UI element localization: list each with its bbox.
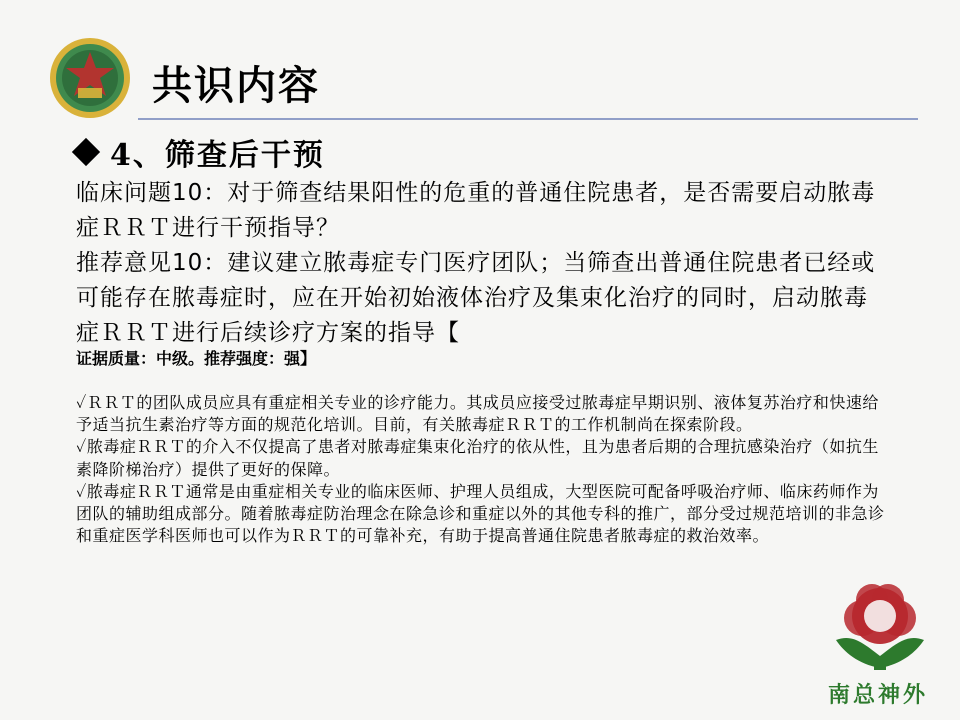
evidence-line: 证据质量：中级。推荐强度：强】: [76, 349, 317, 368]
notes-block: [76, 392, 886, 547]
title-divider: [138, 118, 918, 120]
flower-logo-icon: [818, 578, 942, 678]
diamond-bullet-icon: [72, 138, 100, 166]
note-item: ✓脓毒症ＲＲＴ通常是由重症相关专业的临床医师、护理人员组成，大型医院可配备呼吸治疗师、临床药师作为团队的辅助组成部分。随着脓毒症防治理念在除急诊和重症以外的其他专科的推广，部分受过规范培训的非急诊和重症医学科医师也可以作为ＲＲＴ的可靠补充，有助于提高普通住院患者脓毒症的救治效率。: [76, 481, 885, 546]
seal-icon: [48, 36, 132, 120]
page-title: 共识内容: [152, 62, 320, 109]
clinical-question: 临床问题10：对于筛查结果阳性的危重的普通住院患者，是否需要启动脓毒症ＲＲＴ进行干预指导？: [76, 180, 876, 241]
recommendation: 推荐意见10：建议建立脓毒症专门医疗团队；当筛查出普通住院患者已经或可能存在脓毒症时，应在开始初始液体治疗及集束化治疗的同时，启动脓毒症ＲＲＴ进行后续诊疗方案的指导【: [76, 250, 876, 346]
section-heading-text: 4、筛查后干预: [110, 138, 325, 173]
note-item: ✓脓毒症ＲＲＴ的介入不仅提高了患者对脓毒症集束化治疗的依从性，且为患者后期的合理抗感染治疗（如抗生素降阶梯治疗）提供了更好的保障。: [76, 437, 879, 479]
main-text: [76, 176, 876, 351]
section-heading: [76, 130, 325, 174]
logo-seal: [48, 36, 132, 120]
note-item: ✓ＲＲＴ的团队成员应具有重症相关专业的诊疗能力。其成员应接受过脓毒症早期识别、液体复苏治疗和快速给予适当抗生素治疗等方面的规范化培训。目前，有关脓毒症ＲＲＴ的工作机制尚在探索阶段。: [76, 393, 879, 435]
badge-label: 南总神外: [827, 682, 928, 708]
